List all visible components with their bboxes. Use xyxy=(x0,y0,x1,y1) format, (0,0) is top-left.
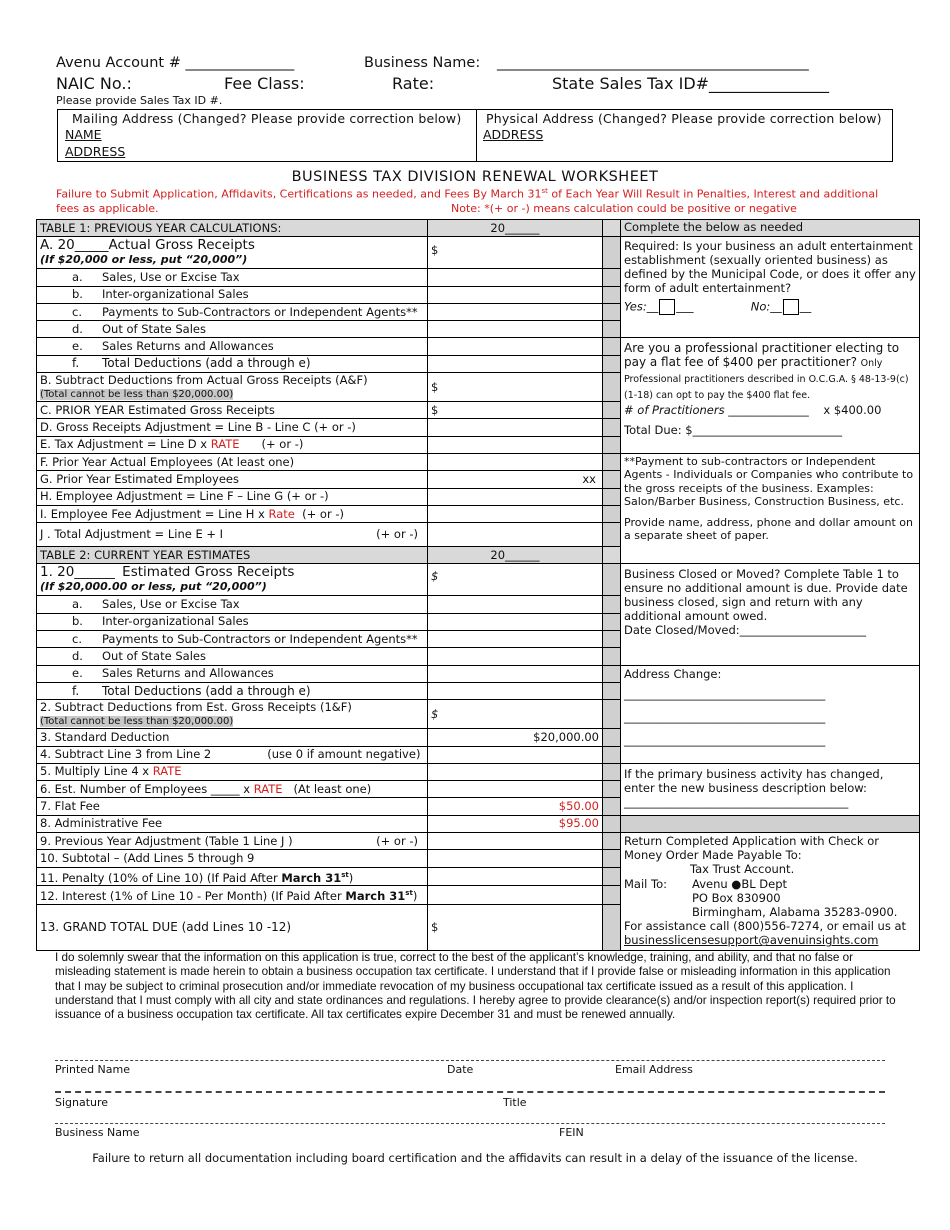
row-11-date: March 31 xyxy=(281,870,342,885)
warning-text-b: of Each Year Will Result in Penalties, Interest and additional xyxy=(547,187,879,201)
address-box xyxy=(57,109,893,162)
business-name-sig-label: Business Name xyxy=(55,1126,140,1139)
t2-item-a-key: a. xyxy=(72,597,83,612)
t2-item-f-value[interactable] xyxy=(428,682,603,699)
no-checkbox[interactable] xyxy=(783,299,799,315)
return-instructions-box xyxy=(621,833,920,951)
subcontractor-note: **Payment to sub-contractors or Independent Agents - Individuals or Companies who contribute to the gross receipts of the business. Examples: Salon/Barber Business, Construction Business, etc. xyxy=(624,454,914,509)
row-1-sub: (If $20,000.00 or less, put “20,000”) xyxy=(40,580,267,594)
yes-checkbox[interactable] xyxy=(659,299,675,315)
row-a-prefix: A. 20_____ xyxy=(40,237,109,254)
practitioner-note: Only Professional practitioners described in O.C.G.A. § 48-13-9(c)(1-18) can opt to pay the $400 flat fee. xyxy=(624,358,909,402)
row-11-sup: st xyxy=(341,870,349,879)
row-9-value[interactable] xyxy=(428,833,603,850)
row-a-sub: (If $20,000 or less, put “20,000”) xyxy=(40,253,248,267)
row-h-value[interactable] xyxy=(428,488,603,505)
row-12-close: ) xyxy=(412,889,418,904)
business-closed-box xyxy=(621,564,920,665)
row-b-note: (Total cannot be less than $20,000.00) xyxy=(40,388,234,400)
printed-name-label: Printed Name xyxy=(55,1063,131,1076)
row-7: 7. Flat Fee xyxy=(37,798,428,815)
address-change-line-1[interactable]: ___________________________________ xyxy=(624,686,826,701)
business-name-field[interactable]: ___________________________________________ xyxy=(497,55,809,71)
business-activity-box xyxy=(621,763,920,815)
row-4-note: (use 0 if amount negative) xyxy=(267,747,421,762)
t1-item-f-value[interactable] xyxy=(428,355,603,372)
row-3: 3. Standard Deduction xyxy=(37,729,428,746)
row-13-value[interactable]: $ xyxy=(428,905,603,951)
t2-item-b-value[interactable] xyxy=(428,613,603,630)
row-12-sup: st xyxy=(405,889,413,898)
mail-line-2: PO Box 830900 xyxy=(692,890,781,905)
t1-item-d-key: d. xyxy=(72,321,83,336)
mailing-address: ADDRESS xyxy=(65,144,126,159)
physical-address: ADDRESS xyxy=(483,127,544,142)
practitioner-count-field[interactable]: # of Practitioners ______________ xyxy=(624,403,809,418)
row-b xyxy=(37,373,428,402)
warning-text-a: Failure to Submit Application, Affidavits, Certifications as needed, and Fees By March 31 xyxy=(56,187,542,201)
row-g-value[interactable]: xx xyxy=(428,471,603,488)
t2-item-c-key: c. xyxy=(72,631,82,646)
yes-label: Yes:__ xyxy=(624,299,659,314)
support-email-link[interactable]: businesslicensesupport@avenuinsights.com xyxy=(624,933,879,948)
adult-entertainment-box xyxy=(621,237,920,338)
t1-item-e-value[interactable] xyxy=(428,338,603,355)
mail-line-1: Avenu ●BL Dept xyxy=(692,876,788,891)
address-change-box xyxy=(621,665,920,763)
t1-item-e: Sales Returns and Allowances xyxy=(102,339,274,354)
row-j-value[interactable] xyxy=(428,523,603,547)
row-i-value[interactable] xyxy=(428,505,603,522)
table2-year[interactable]: 20______ xyxy=(428,547,603,564)
business-name-label: Business Name: xyxy=(364,55,481,71)
naic-label: NAIC No.: xyxy=(56,74,132,93)
row-8: 8. Administrative Fee xyxy=(37,815,428,832)
row-11-label: 11. Penalty (10% of Line 10) (If Paid After xyxy=(40,870,282,885)
email-address-label: Email Address xyxy=(615,1063,693,1076)
row-3-value: $20,000.00 xyxy=(428,729,603,746)
row-10: 10. Subtotal – (Add Lines 5 through 9 xyxy=(37,850,428,867)
mail-to-label: Mail To: xyxy=(624,876,667,891)
row-i-rate: Rate xyxy=(268,506,295,521)
t2-item-a-value[interactable] xyxy=(428,596,603,613)
t2-item-a: Sales, Use or Excise Tax xyxy=(102,597,240,612)
signature-label: Signature xyxy=(55,1096,109,1109)
row-10-value[interactable] xyxy=(428,850,603,867)
row-b-label: B. Subtract Deductions from Actual Gross Receipts (A&F) xyxy=(40,372,368,387)
row-6-rate: RATE xyxy=(253,781,283,796)
row-i-pm: (+ or -) xyxy=(294,506,344,521)
business-activity-field[interactable]: _______________________________________ xyxy=(624,794,849,809)
practitioner-total-due[interactable]: Total Due: $__________________________ xyxy=(624,423,843,438)
physical-address-section[interactable] xyxy=(476,110,894,161)
t2-item-d: Out of State Sales xyxy=(102,648,206,663)
t2-item-f-key: f. xyxy=(72,683,80,698)
row-i xyxy=(37,505,428,522)
practitioner-multiplier: x $400.00 xyxy=(823,403,882,418)
t2-item-e-value[interactable] xyxy=(428,665,603,682)
mailing-name: NAME xyxy=(65,127,102,142)
t1-item-c: Payments to Sub-Contractors or Independent Agents** xyxy=(102,304,418,319)
row-1-value[interactable]: $ xyxy=(428,564,603,596)
t2-item-c-value[interactable] xyxy=(428,631,603,648)
row-9-pm: (+ or -) xyxy=(376,833,418,848)
signature-line-1[interactable] xyxy=(55,1060,885,1061)
row-6-label: 6. Est. Number of Employees _____ x xyxy=(40,781,254,796)
row-2 xyxy=(37,700,428,729)
row-e-pm: (+ or -) xyxy=(239,437,304,452)
row-11-close: ) xyxy=(348,870,354,885)
rate-label: Rate: xyxy=(392,74,435,93)
row-6-value[interactable] xyxy=(428,781,603,798)
mailing-address-section[interactable] xyxy=(58,110,477,161)
return-text: Return Completed Application with Check or Money Order Made Payable To: xyxy=(624,834,879,863)
t1-item-b: Inter-organizational Sales xyxy=(102,287,249,302)
t1-item-c-key: c. xyxy=(72,304,82,319)
address-change-label: Address Change: xyxy=(624,666,722,681)
t2-item-c: Payments to Sub-Contractors or Independent Agents** xyxy=(102,631,418,646)
state-sales-tax-id-field[interactable]: State Sales Tax ID#_______________ xyxy=(552,74,830,93)
row-5-label: 5. Multiply Line 4 x xyxy=(40,764,153,779)
practitioner-box xyxy=(621,338,920,453)
t1-item-a: Sales, Use or Excise Tax xyxy=(102,269,240,284)
row-1-est-gross xyxy=(37,564,428,596)
yes-end: ___ xyxy=(676,299,694,314)
row-e xyxy=(37,436,428,453)
row-4-value[interactable] xyxy=(428,746,603,763)
physical-address-label: Physical Address (Changed? Please provide correction below) xyxy=(486,111,882,126)
t1-item-a-key: a. xyxy=(72,269,83,284)
row-11-value[interactable] xyxy=(428,867,603,886)
provide-note: Provide name, address, phone and dollar amount on a separate sheet of paper. xyxy=(624,515,913,543)
row-12-value[interactable] xyxy=(428,886,603,905)
side-header: Complete the below as needed xyxy=(621,220,920,237)
page-title: BUSINESS TAX DIVISION RENEWAL WORKSHEET xyxy=(291,169,659,185)
t1-item-a-value[interactable] xyxy=(428,269,603,286)
business-activity-text: If the primary business activity has changed, enter the new business description below: xyxy=(624,766,884,795)
row-2-note: (Total cannot be less than $20,000.00) xyxy=(40,715,234,727)
mailing-address-label: Mailing Address (Changed? Please provide correction below) xyxy=(72,111,462,126)
row-a-value[interactable]: $ xyxy=(428,237,603,269)
t1-item-e-key: e. xyxy=(72,339,83,354)
row-13-grand-total: 13. GRAND TOTAL DUE (add Lines 10 -12) xyxy=(37,905,428,951)
row-f-value[interactable] xyxy=(428,453,603,470)
row-f: F. Prior Year Actual Employees (At least one) xyxy=(37,453,428,470)
row-2-value[interactable]: $ xyxy=(428,700,603,729)
t2-item-b: Inter-organizational Sales xyxy=(102,614,249,629)
no-label: No:__ xyxy=(750,299,782,314)
row-6-note: (At least one) xyxy=(282,781,372,796)
row-12 xyxy=(37,886,428,905)
row-j xyxy=(37,523,428,547)
adult-question: Required: Is your business an adult entertainment establishment (sexually oriented business) as defined by the Municipal Code, or does it offer any form of adult entertainment? xyxy=(624,239,916,296)
t1-item-d: Out of State Sales xyxy=(102,321,206,336)
row-i-label: I. Employee Fee Adjustment = Line H x xyxy=(40,506,269,521)
subcontractor-note-box xyxy=(621,453,920,563)
no-end: __ xyxy=(799,299,812,314)
payee: Tax Trust Account. xyxy=(690,862,795,877)
row-c: C. PRIOR YEAR Estimated Gross Receipts xyxy=(37,402,428,419)
business-closed-text: Business Closed or Moved? Complete Table 1 to ensure no additional amount is due. Provide date business closed, sign and return with any additional amount owed. xyxy=(624,567,908,624)
row-c-value[interactable]: $ xyxy=(428,402,603,419)
t2-item-e: Sales Returns and Allowances xyxy=(102,666,274,681)
row-j-pm: (+ or -) xyxy=(376,527,418,542)
worksheet-table xyxy=(36,219,920,951)
row-e-label: E. Tax Adjustment = Line D x xyxy=(40,437,211,452)
t1-item-f-key: f. xyxy=(72,356,80,371)
row-1-label: Estimated Gross Receipts xyxy=(122,564,295,581)
table1-header: TABLE 1: PREVIOUS YEAR CALCULATIONS: xyxy=(37,220,428,237)
t2-item-b-key: b. xyxy=(72,614,83,629)
row-9 xyxy=(37,833,428,850)
calc-note: Note: *(+ or -) means calculation could be positive or negative xyxy=(451,202,797,215)
footer-note: Failure to return all documentation including board certification and the affidavits can result in a delay of the issuance of the license. xyxy=(92,1151,858,1165)
mail-line-3: Birmingham, Alabama 35283-0900. xyxy=(692,905,898,920)
sales-tax-id-note: Please provide Sales Tax ID #. xyxy=(56,94,223,107)
row-d: D. Gross Receipts Adjustment = Line B - Line C (+ or -) xyxy=(37,419,428,436)
warning-sup: st xyxy=(541,187,548,195)
oath-statement: I do solemnly swear that the information on this application is true, correct to the best of the applicant’s knowledge, training, and ability, and that no false or misleading statement is made herein to obtain a business occupation tax certificate. I understand that if I provide false or misleading information in this application that I may be subject to criminal prosecution and/or immediate revocation of my business occupational tax certificate issued as a result of this application. I understand that I must comply with all city and state ordinances and regulations. I hereby agree to provide clearance(s) and/or inspection report(s) required prior to issuance of a business occupation tax certificate. All tax certificates expire December 31 and must be renewed annually. xyxy=(55,951,896,1022)
row-g: G. Prior Year Estimated Employees xyxy=(37,471,428,488)
warning-cont: fees as applicable. xyxy=(56,202,159,215)
signature-line-2[interactable] xyxy=(55,1091,885,1093)
row-7-value: $50.00 xyxy=(428,798,603,815)
row-5-value[interactable] xyxy=(428,763,603,780)
row-2-label: 2. Subtract Deductions from Est. Gross Receipts (1&F) xyxy=(40,699,352,714)
row-12-label: 12. Interest (1% of Line 10 - Per Month) (If Paid After xyxy=(40,889,346,904)
row-5-rate: RATE xyxy=(152,764,182,779)
fee-class-label: Fee Class: xyxy=(224,74,305,93)
t1-item-b-value[interactable] xyxy=(428,286,603,303)
assistance-text: For assistance call (800)556-7274, or email us at xyxy=(624,919,907,934)
signature-line-3[interactable] xyxy=(55,1123,885,1124)
title-label: Title xyxy=(503,1096,527,1109)
t1-item-b-key: b. xyxy=(72,287,83,302)
row-4-label: 4. Subtract Line 3 from Line 2 xyxy=(40,747,212,762)
row-11 xyxy=(37,867,428,886)
row-j-label: J . Total Adjustment = Line E + I xyxy=(40,527,224,542)
table1-year[interactable]: 20______ xyxy=(428,220,603,237)
row-8-value: $95.00 xyxy=(428,815,603,832)
row-12-date: March 31 xyxy=(345,889,406,904)
t2-item-e-key: e. xyxy=(72,666,83,681)
practitioner-question: Are you a professional practitioner electing to pay a flat fee of $400 per practitioner? xyxy=(624,341,900,370)
t2-item-d-key: d. xyxy=(72,648,83,663)
fein-label: FEIN xyxy=(559,1126,584,1139)
table2-header: TABLE 2: CURRENT YEAR ESTIMATES xyxy=(37,547,428,564)
t1-item-f: Total Deductions (add a through e) xyxy=(102,356,311,371)
address-change-line-3[interactable]: ___________________________________ xyxy=(624,732,826,747)
row-a-actual-gross xyxy=(37,237,428,269)
row-a-label: Actual Gross Receipts xyxy=(108,237,255,254)
row-d-value[interactable] xyxy=(428,419,603,436)
t1-item-c-value[interactable] xyxy=(428,303,603,320)
row-6 xyxy=(37,781,428,798)
deadline-warning xyxy=(56,187,878,201)
row-9-label: 9. Previous Year Adjustment (Table 1 Line J ) xyxy=(40,833,293,848)
row-1-prefix: 1. 20______ xyxy=(40,564,115,581)
avenu-account-label: Avenu Account # _______________ xyxy=(56,55,295,71)
date-closed-field[interactable]: Date Closed/Moved:______________________ xyxy=(624,623,867,638)
date-label: Date xyxy=(447,1063,474,1076)
row-5 xyxy=(37,763,428,780)
row-e-value[interactable] xyxy=(428,436,603,453)
row-h: H. Employee Adjustment = Line F – Line G (+ or -) xyxy=(37,488,428,505)
t2-item-d-value[interactable] xyxy=(428,648,603,665)
t2-item-f: Total Deductions (add a through e) xyxy=(102,683,311,698)
row-4 xyxy=(37,746,428,763)
row-e-rate: RATE xyxy=(210,437,240,452)
t1-item-d-value[interactable] xyxy=(428,321,603,338)
address-change-line-2[interactable]: ___________________________________ xyxy=(624,709,826,724)
row-b-value[interactable]: $ xyxy=(428,373,603,402)
